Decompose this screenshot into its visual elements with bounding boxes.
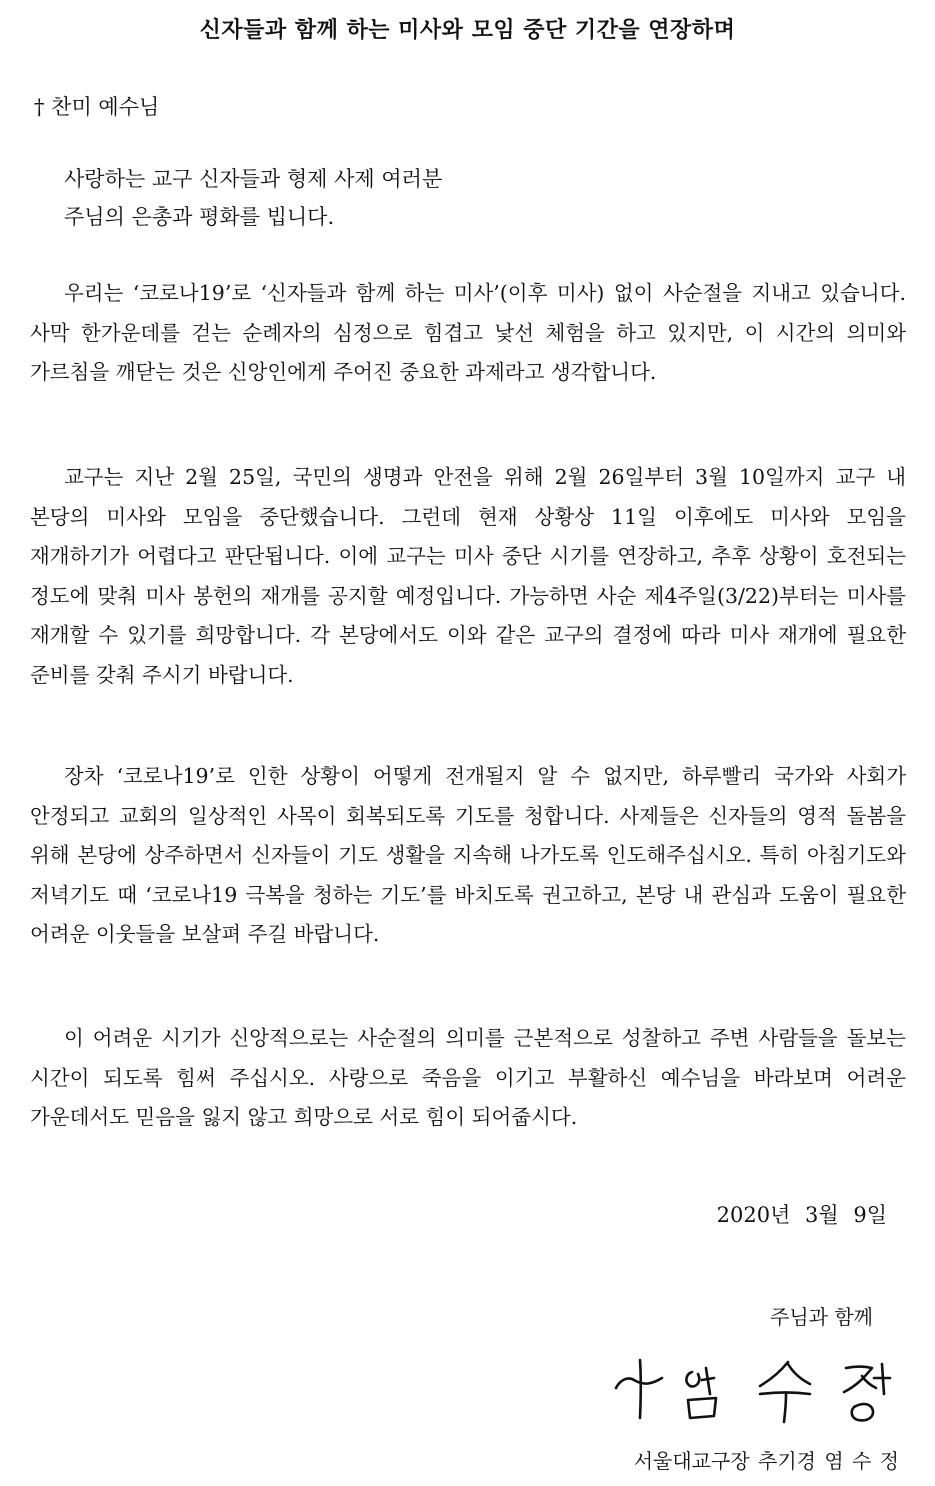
body-paragraph: 장차 ‘코로나19’로 인한 상황이 어떻게 전개될지 알 수 없지만, 하루빨리 국가와 사회가 안정되고 교회의 일상적인 사목이 회복되도록 기도를 청합니다. 사제들은 신자들의 영적 돌봄을 위해 본당에 상주하면서 신자들이 기도 생활을 지속해 나가도록 인도해주십시오. 특히 아침기도와 저녁기도 때 ‘코로나19 극복을 청하는 기도’를 바치도록 권고하고, 본당 내 관심과 도움이 필요한 어려운 이웃들을 보살펴 주길 바랍니다. <box>30 764 906 946</box>
document-title: 신자들과 함께 하는 미사와 모임 중단 기간을 연장하며 <box>199 18 736 43</box>
greeting-line: 주님의 은총과 평화를 빕니다. <box>64 205 335 229</box>
greeting-block <box>64 160 442 236</box>
body-paragraph: 이 어려운 시기가 신앙적으로는 사순절의 의미를 근본적으로 성찰하고 주변 사람들을 돌보는 시간이 되도록 힘써 주십시오. 사랑으로 죽음을 이기고 부활하신 예수님을 바라보며 어려운 가운데서도 믿음을 잃지 않고 희망으로 서로 힘이 되어줍시다. <box>30 1026 906 1129</box>
body-paragraph: 교구는 지난 2월 25일, 국민의 생명과 안전을 위해 2월 26일부터 3월 10일까지 교구 내 본당의 미사와 모임을 중단했습니다. 그런데 현재 상황상 11일 이후에도 미사와 모임을 재개하기가 어렵다고 판단됩니다. 이에 교구는 미사 중단 시기를 연장하고, 추후 상황이 호전되는 정도에 맞춰 미사 봉헌의 재개를 공지할 예정입니다. 가능하면 사순 제4주일(3/22)부터는 미사를 재개할 수 있기를 희망합니다. 각 본당에서도 이와 같은 교구의 결정에 따라 미사 재개에 필요한 준비를 갖춰 주시기 바랍니다. <box>30 465 906 687</box>
closing-phrase: 주님과 함께 <box>770 1305 873 1329</box>
praise-line: † 찬미 예수님 <box>34 95 160 119</box>
letter-date: 2020년 3월 9일 <box>716 1203 887 1227</box>
handwritten-signature <box>610 1350 910 1430</box>
greeting-line: 사랑하는 교구 신자들과 형제 사제 여러분 <box>64 167 443 191</box>
signature-drawing <box>610 1350 910 1430</box>
body-paragraph: 우리는 ‘코로나19’로 ‘신자들과 함께 하는 미사’(이후 미사) 없이 사순절을 지내고 있습니다. 사막 한가운데를 걷는 순례자의 심정으로 힘겹고 낯선 체험을 하고 있지만, 이 시간의 의미와 가르침을 깨닫는 것은 신앙인에게 주어진 중요한 과제라고 생각합니다. <box>30 281 906 384</box>
signer-name: 서울대교구장 추기경 염 수 정 <box>633 1449 899 1473</box>
